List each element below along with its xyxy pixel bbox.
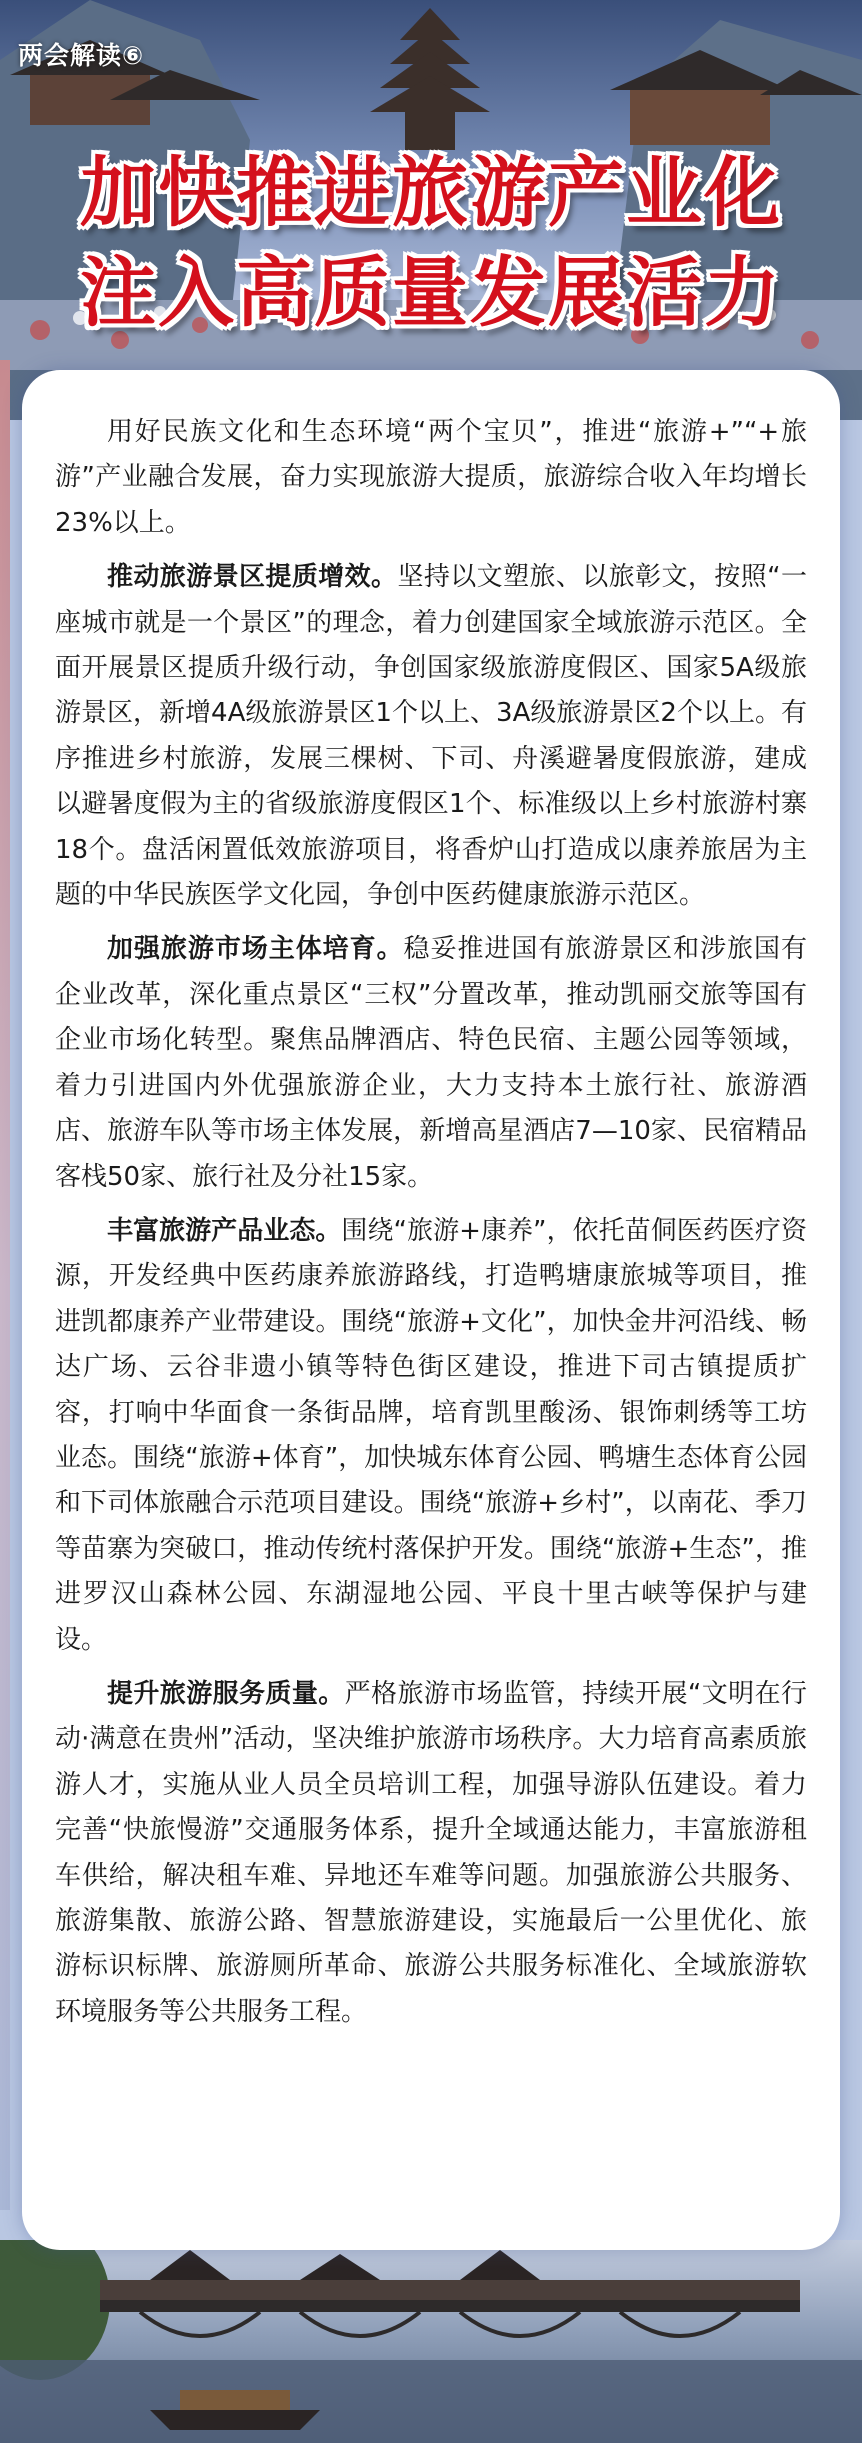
footer-scene — [0, 2240, 862, 2443]
series-badge: 两会解读⑥ — [18, 41, 145, 70]
paragraph-lead: 加强旅游市场主体培育。 — [107, 934, 404, 965]
side-decoration — [0, 360, 10, 2210]
paragraph-lead: 推动旅游景区提质增效。 — [107, 562, 398, 593]
paragraph-text: 坚持以文塑旅、以旅彰文，按照“一座城市就是一个景区”的理念，着力创建国家全域旅游示范区。全面开展景区提质升级行动，争创国家级旅游度假区、国家5A级旅游景区，新增4A级旅游景区1个以上、3A级旅游景区2个以上。有序推进乡村旅游，发展三棵树、下司、舟溪避暑度假旅游，建成以避暑度假为主的省级旅游度假区1个、标准级以上乡村旅游村寨18个。盘活闲置低效旅游项目，将香炉山打造成以康养旅居为主题的中华民族医学文化园，争创中医药健康旅游示范区。 — [55, 562, 807, 911]
paragraph-product-formats — [55, 1209, 807, 1663]
paragraph-scenic-spots — [55, 555, 807, 918]
headline-line-1: 加快推进旅游产业化 — [80, 148, 782, 237]
paragraph-market-entities — [55, 927, 807, 1199]
paragraph-text: 围绕“旅游+康养”，依托苗侗医药医疗资源，开发经典中医药康养旅游路线，打造鸭塘康旅城等项目，推进凯都康养产业带建设。围绕“旅游+文化”，加快金井河沿线、畅达广场、云谷非遗小镇等特色街区建设，推进下司古镇提质扩容，打响中华面食一条街品牌，培育凯里酸汤、银饰刺绣等工坊业态。围绕“旅游+体育”，加快城东体育公园、鸭塘生态体育公园和下司体旅融合示范项目建设。围绕“旅游+乡村”，以南花、季刀等苗寨为突破口，推动传统村落保护开发。围绕“旅游+生态”，推进罗汉山森林公园、东湖湿地公园、平良十里古峡等保护与建设。 — [55, 1215, 807, 1655]
paragraph-text: 用好民族文化和生态环境“两个宝贝”，推进“旅游+”“+旅游”产业融合发展，奋力实现旅游大提质，旅游综合收入年均增长23%以上。 — [55, 417, 807, 538]
paragraph-service-quality — [55, 1672, 807, 2035]
paragraph-text: 稳妥推进国有旅游景区和涉旅国有企业改革，深化重点景区“三权”分置改革，推动凯丽交旅等国有企业市场化转型。聚焦品牌酒店、特色民宿、主题公园等领域，着力引进国内外优强旅游企业，大力支持本土旅行社、旅游酒店、旅游车队等市场主体发展，新增高星酒店7—10家、民宿精品客栈50家、旅行社及分社15家。 — [55, 934, 807, 1192]
paragraph-text: 严格旅游市场监管，持续开展“文明在行动·满意在贵州”活动，坚决维护旅游市场秩序。大力培育高素质旅游人才，实施从业人员全员培训工程，加强导游队伍建设。着力完善“快旅慢游”交通服务体系，提升全域通达能力，丰富旅游租车供给，解决租车难、异地还车难等问题。加强旅游公共服务、旅游集散、旅游公路、智慧旅游建设，实施最后一公里优化、旅游标识标牌、旅游厕所革命、旅游公共服务标准化、全域旅游软环境服务等公共服务工程。 — [55, 1678, 807, 2027]
paragraph-intro — [55, 410, 807, 546]
article-body — [55, 410, 807, 2044]
header-banner — [0, 0, 862, 420]
paragraph-lead: 丰富旅游产品业态。 — [107, 1215, 342, 1246]
paragraph-lead: 提升旅游服务质量。 — [107, 1678, 345, 1709]
wind-rain-bridge-image — [0, 2240, 862, 2443]
headline-line-2: 注入高质量发展活力 — [80, 248, 782, 337]
